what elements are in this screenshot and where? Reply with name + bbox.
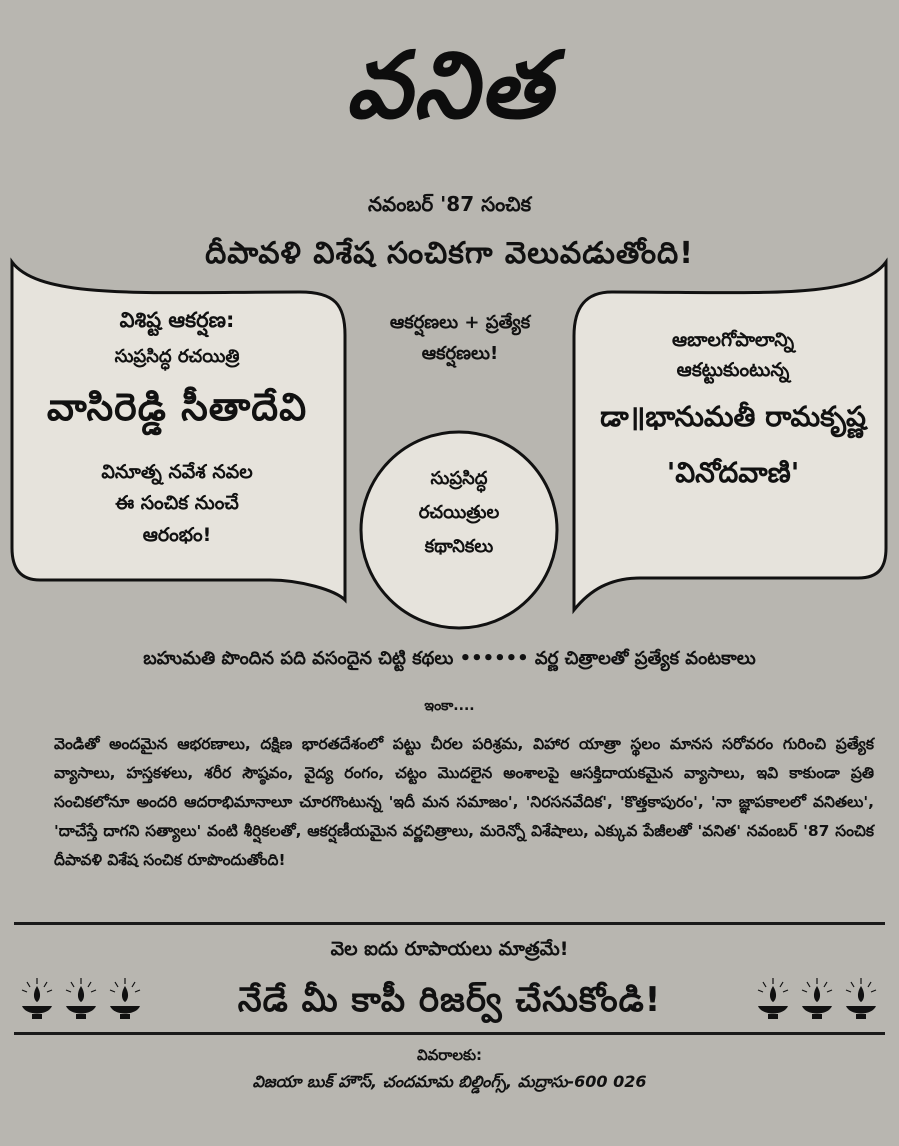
more-label: ఇంకా.... <box>424 698 475 714</box>
right-box-name: డా॥భానుమతీ రామకృష్ణ <box>600 399 866 433</box>
diya-lamp-icon <box>842 974 880 1022</box>
description-paragraph: వెండితో అందమైన ఆభరణాలు, దక్షిణ భారతదేశంలో పట్టు చీరల పరిశ్రమ, విహార యాత్రా స్థలం మానస సరోవరం గురించి ప్రత్యేక వ్యాసాలు, హస్తకళలు, శరీర సౌష్ఠవం, వైద్య రంగం, చట్టం మొదలైన అంశాలపై ఆసక్తిదాయకమైన వ్యాసాలు, ఇవి కాకుండా ప్రతి సంచికలోనూ అందరి ఆదరాభిమానాలూ చూరగొంటున్న 'ఇదీ మన సమాజం', 'నిరసనవేదిక', 'కొత్తకాపురం', 'నా జ్ఞాపకాలలో వనితలు', 'దాచేస్తే దాగని సత్యాలు' వంటి శీర్షికలతో, ఆకర్షణీయమైన వర్ణచిత్రాలు, మరెన్నో విశేషాలు, ఎక్కువ పేజీలతో 'వనిత' నవంబర్ '87 సంచిక దీపావళి విశేష సంచిక రూపొందుతోంది! <box>54 735 874 869</box>
features-line: బహుమతి పొందిన పది వసందైన చిట్టి కథలు •••••• వర్ణ చిత్రాలతో ప్రత్యేక వంటకాలు <box>143 648 756 669</box>
left-box-line2: ఈ సంచిక నుంచే <box>115 492 239 515</box>
reserve-copy-line: నేడే మీ కాపీ రిజర్వ్ చేసుకోండి! <box>237 980 662 1020</box>
right-box-content <box>574 325 892 496</box>
left-box-subtitle: సుప్రసిద్ధ రచయిత్రి <box>114 346 240 367</box>
circle-line2: రచయిత్రుల <box>418 502 500 524</box>
right-box-column: 'వినోదవాణి' <box>666 455 800 489</box>
circle-line3: కథానికలు <box>424 536 494 558</box>
left-box-content <box>12 308 342 551</box>
middle-attractions <box>350 308 570 369</box>
right-box-line1: ఆబాలగోపాలాన్ని <box>671 329 795 351</box>
divider-bottom <box>14 1032 885 1035</box>
left-box-heading: విశిష్ట ఆకర్షణ: <box>119 308 235 332</box>
middle-line2: ఆకర్షణలు! <box>421 342 499 364</box>
issue-line: నవంబర్ '87 సంచిక <box>367 192 532 216</box>
circle-content <box>368 462 550 565</box>
headline: దీపావళి విశేష సంచికగా వెలువడుతోంది! <box>205 236 694 271</box>
left-box-line1: వినూత్న నవేశ నవల <box>101 461 253 483</box>
diya-lamp-icon <box>754 974 792 1022</box>
magazine-logo: వనిత <box>345 32 554 139</box>
divider-top <box>14 922 885 925</box>
lamps-right <box>754 974 880 1022</box>
diya-lamp-icon <box>798 974 836 1022</box>
publisher-address: విజయా బుక్ హౌస్, చందమామ బిల్డింగ్స్, మద్రాసు-600 026 <box>252 1072 647 1091</box>
left-box-author: వాసిరెడ్డి సీతాదేవి <box>46 385 308 429</box>
right-box-line2: ఆకట్టుకుంటున్న <box>676 359 790 382</box>
price-line: వెల ఐదు రూపాయలు మాత్రమే! <box>330 938 569 960</box>
circle-line1: సుప్రసిద్ధ <box>430 468 488 489</box>
middle-line1: ఆకర్షణలు + ప్రత్యేక <box>389 312 531 333</box>
left-box-line3: ఆరంభం! <box>142 523 212 546</box>
details-label: వివరాలకు: <box>416 1046 483 1064</box>
